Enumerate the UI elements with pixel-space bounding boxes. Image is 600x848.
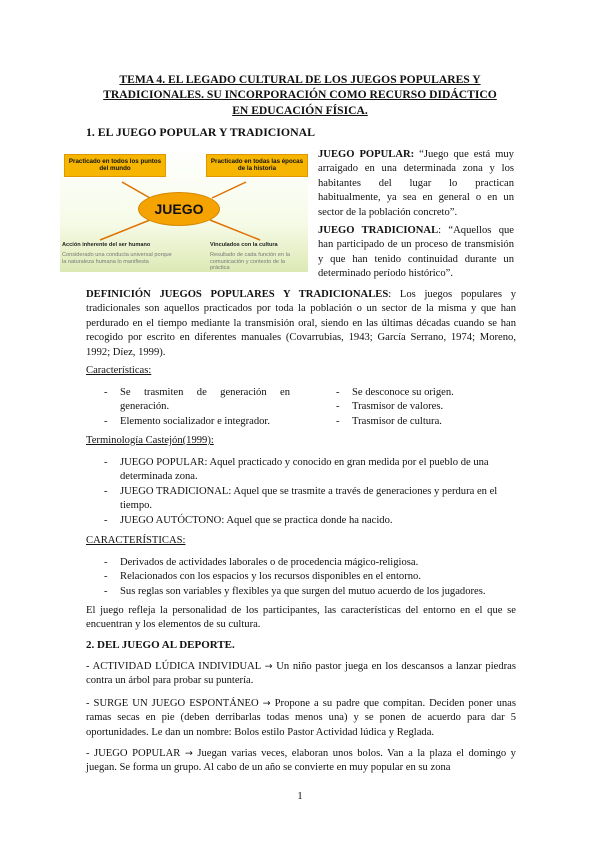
arrow-line-bottom-right (210, 220, 260, 240)
caracteristicas-list-left (86, 386, 290, 429)
definition-paragraph (86, 288, 516, 360)
diagram-label-bottom-right: Vinculados con la cultura (210, 242, 278, 248)
definition-juego-tradicional (318, 224, 514, 282)
reflection-paragraph: El juego refleja la personalidad de los participantes, las características del entorno en el que se encuentran y los elementos de su cultura. (86, 605, 516, 631)
document-title (95, 72, 505, 118)
title-line-1: TEMA 4. EL LEGADO CULTURAL DE LOS JUEGOS POPULARES Y (119, 73, 481, 86)
list-item: - Derivados de actividades laborales o de procedencia mágico-religiosa. (104, 557, 419, 568)
list-item-text: Trasmisor de cultura. (352, 415, 442, 427)
step-juego-espontaneo (86, 697, 516, 740)
list-item-text: JUEGO POPULAR: Aquel practicado y conocido en gran medida por el pueblo de una determinada zona. (120, 457, 489, 483)
arrow-line-bottom-left (100, 220, 150, 240)
juego-concept-diagram (60, 148, 308, 272)
list-item: - JUEGO POPULAR: Aquel practicado y conocido en gran medida por el pueblo de una determinada zona. (104, 457, 489, 483)
juego-popular-text: “Juego que está muy arraigado en una determinada zona y los habitantes del lugar lo practican habitualmente, ya sea en general o en un sector de la población concreto”. (318, 149, 514, 218)
juego-popular-term: JUEGO POPULAR: (318, 149, 415, 160)
step1-text: Un niño pastor juega en los descansos a lanzar piedras contra un árbol para probar su puntería. (86, 661, 516, 687)
arrow-right-icon: → (264, 661, 273, 672)
caracteristicas2-label: CARACTERÍSTICAS: (86, 535, 186, 546)
diagram-center-juego: JUEGO (138, 192, 220, 226)
page-number: 1 (297, 790, 303, 802)
caracteristicas2-list (86, 556, 516, 599)
list-item-text: Se trasmiten de generación en generación. (120, 387, 290, 413)
list-item: - Se trasmiten de generación en generación. (104, 387, 290, 413)
step1-label: - ACTIVIDAD LÚDICA INDIVIDUAL (86, 661, 261, 672)
title-line-2: TRADICIONALES. SU INCORPORACIÓN COMO RECURSO DIDÁCTICO (103, 88, 497, 102)
juego-tradicional-term: JUEGO TRADICIONAL (318, 225, 439, 236)
list-item-text: JUEGO AUTÓCTONO: Aquel que se practica donde ha nacido. (120, 514, 393, 526)
diagram-box-left: Practicado en todos los puntos del mundo (64, 154, 166, 177)
caracteristicas-list-right (318, 386, 518, 429)
caracteristicas-label: Características: (86, 365, 152, 376)
list-item: - Trasmisor de cultura. (336, 415, 442, 427)
list-item-text: Trasmisor de valores. (352, 401, 444, 413)
step-actividad-ludica (86, 660, 516, 689)
list-item-text: Sus reglas son variables y flexibles ya que surgen del mutuo acuerdo de los jugadores. (120, 585, 486, 597)
diagram-box-right: Practicado en todas las épocas de la historia (206, 154, 308, 177)
diagram-sublabel-bottom-left: Considerado una conducta universal porque la naturaleza humana lo manifiesta (62, 252, 172, 265)
list-item-text: Elemento socializador e integrador. (120, 415, 271, 427)
list-item: - Elemento socializador e integrador. (104, 415, 271, 427)
list-item-text: Relacionados con los espacios y los recursos disponibles en el entorno. (120, 571, 421, 583)
definition-text: : Los juegos populares y tradicionales son aquellos practicados por toda la población o un sector de la misma y que han perdurado en el tiempo mediante la transmisión oral, siendo en las últimas décadas cuando se han recogido por escrito en diferentes manuales (Covarrubias, 1943; García Serrano, 1974; Moreno, 1992; Díez, 1999). (86, 289, 516, 358)
list-item: - Trasmisor de valores. (336, 401, 444, 413)
list-item: - Sus reglas son variables y flexibles ya que surgen del mutuo acuerdo de los jugadores. (104, 585, 486, 597)
arrow-line-top-left (122, 182, 150, 198)
list-item: - JUEGO TRADICIONAL: Aquel que se trasmite a través de generaciones y perdura en el tiempo. (104, 485, 498, 512)
diagram-sublabel-bottom-right: Resultado de cada función en la comunicación y contexto de la práctica (210, 252, 290, 272)
juego-tradicional-text: : “Aquellos que han participado de un proceso de transmisión y que han tenido continuidad durante un determinado período histórico”. (318, 225, 514, 280)
arrow-line-top-right (212, 182, 246, 198)
diagram-label-bottom-left: Acción inherente del ser humano (62, 242, 151, 248)
definition-term: DEFINICIÓN JUEGOS POPULARES Y TRADICIONALES (86, 289, 389, 300)
definition-juego-popular (318, 148, 514, 220)
list-item: - Relacionados con los espacios y los recursos disponibles en el entorno. (104, 571, 421, 583)
list-item: - JUEGO AUTÓCTONO: Aquel que se practica donde ha nacido. (104, 514, 393, 526)
step2-text: Propone a su padre que compitan. Deciden poner unas ramas secas en pie (deben derribarlas todas menos una) y se ponen de acuerdo para dar 5 oportunidades. Le dan un nombre: Bolos estilo Pastor Actividad lúdica y Reglada. (86, 698, 516, 738)
title-line-3: EN EDUCACIÓN FÍSICA. (232, 103, 368, 117)
terminologia-list (86, 456, 516, 528)
step2-label: - SURGE UN JUEGO ESPONTÁNEO (86, 698, 259, 709)
list-item-text: Derivados de actividades laborales o de procedencia mágico-religiosa. (120, 557, 419, 568)
list-item: - Se desconoce su origen. (336, 387, 454, 398)
arrow-right-icon: → (262, 698, 271, 709)
list-item-text: JUEGO TRADICIONAL: Aquel que se trasmite a través de generaciones y perdura en el tiempo. (120, 485, 498, 512)
section-2-heading: 2. DEL JUEGO AL DEPORTE. (86, 639, 235, 651)
step3-label: - JUEGO POPULAR (86, 748, 181, 759)
arrow-right-icon: → (184, 748, 193, 759)
terminologia-label: Terminología Castejón(1999): (86, 435, 214, 446)
list-item-text: Se desconoce su origen. (352, 387, 454, 398)
step3-text: Juegan varias veces, elaboran unos bolos. Van a la plaza el domingo y juegan. Se forma un grupo. Al cabo de un año se convierte en muy popular en su zona (86, 748, 516, 774)
step-juego-popular (86, 747, 516, 776)
section-1-heading: 1. EL JUEGO POPULAR Y TRADICIONAL (86, 125, 315, 139)
